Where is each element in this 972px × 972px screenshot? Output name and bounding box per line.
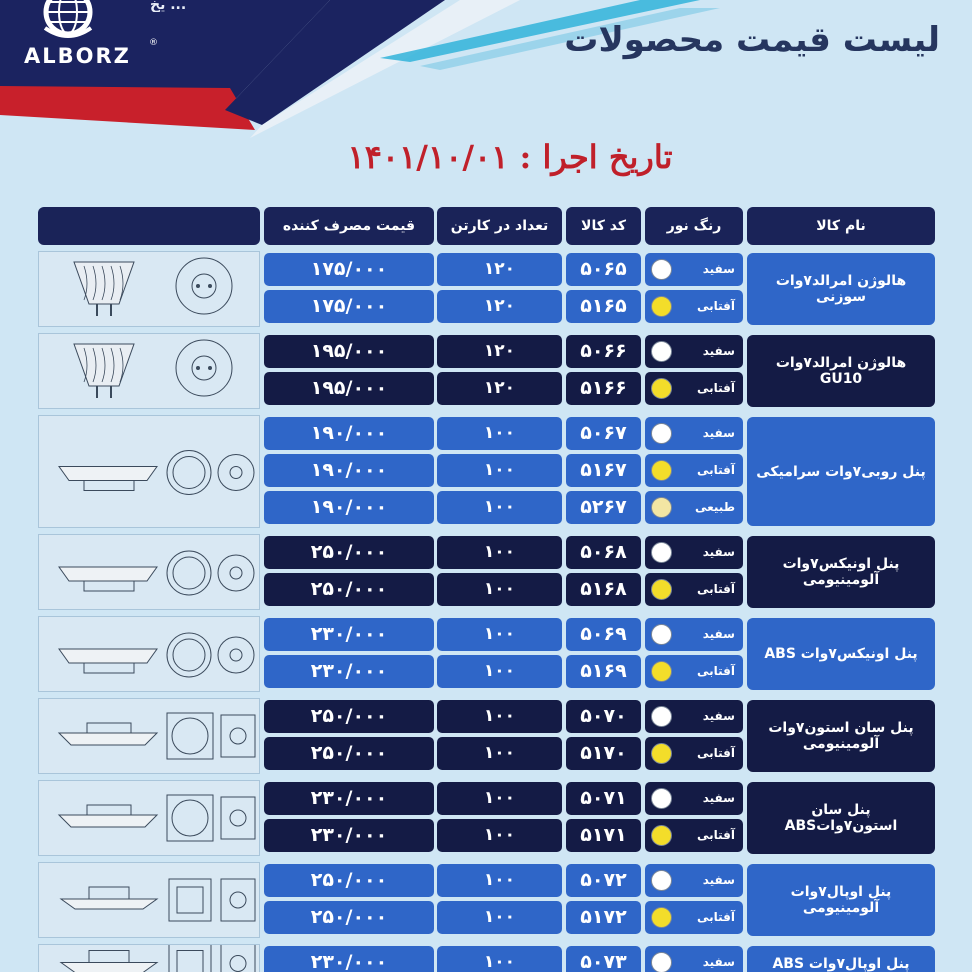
carton-qty-cell: ۱۰۰ — [437, 864, 562, 897]
product-code-cell: ۵۰۷۰ — [566, 700, 641, 733]
carton-qty-cell: ۱۰۰ — [437, 946, 562, 972]
light-color-label: آفتابی — [696, 664, 735, 678]
product-code-cell: ۵۱۶۶ — [566, 372, 641, 405]
product-name: هالوژن امرالد۷وات GU10 — [747, 335, 935, 407]
column-header-name: نام کالا — [747, 207, 935, 245]
product-name: پنل روبی۷وات سرامیکی — [747, 417, 935, 526]
price-cell: ۱۹۵/۰۰۰ — [264, 372, 434, 405]
light-color-cell — [645, 573, 743, 606]
light-color-label: آفتابی — [696, 381, 735, 395]
product-drawing — [38, 944, 260, 972]
light-color-cell — [645, 335, 743, 368]
light-color-cell — [645, 417, 743, 450]
product-name: هالوژن امرالد۷وات سوزنی — [747, 253, 935, 325]
price-cell: ۲۵۰/۰۰۰ — [264, 864, 434, 897]
product-code-cell: ۵۱۶۹ — [566, 655, 641, 688]
product-drawing — [38, 333, 260, 409]
light-color-swatch-icon — [651, 706, 672, 727]
price-cell: ۲۳۰/۰۰۰ — [264, 655, 434, 688]
product-drawing — [38, 415, 260, 528]
carton-qty-cell: ۱۰۰ — [437, 819, 562, 852]
light-color-swatch-icon — [651, 661, 672, 682]
light-color-label: سفید — [702, 344, 735, 358]
product-code-cell: ۵۰۷۲ — [566, 864, 641, 897]
carton-qty-cell: ۱۲۰ — [437, 335, 562, 368]
header-banner — [0, 0, 972, 150]
light-color-swatch-icon — [651, 341, 672, 362]
light-color-label: سفید — [702, 873, 735, 887]
price-cell: ۱۹۵/۰۰۰ — [264, 335, 434, 368]
light-color-label: طبیعی — [694, 500, 735, 514]
carton-qty-cell: ۱۰۰ — [437, 655, 562, 688]
light-color-label: سفید — [702, 262, 735, 276]
carton-qty-cell: ۱۲۰ — [437, 290, 562, 323]
product-code-cell: ۵۲۶۷ — [566, 491, 641, 524]
carton-qty-cell: ۱۰۰ — [437, 491, 562, 524]
light-color-label: سفید — [702, 791, 735, 805]
light-color-swatch-icon — [651, 743, 672, 764]
product-name: پنل سان استون۷وات آلومینیومی — [747, 700, 935, 772]
light-color-swatch-icon — [651, 952, 672, 972]
product-code-cell: ۵۱۷۱ — [566, 819, 641, 852]
price-cell: ۲۵۰/۰۰۰ — [264, 901, 434, 934]
light-color-swatch-icon — [651, 870, 672, 891]
column-header-color: رنگ نور — [645, 207, 743, 245]
column-header-code: کد کالا — [566, 207, 641, 245]
light-color-label: آفتابی — [696, 582, 735, 596]
light-color-swatch-icon — [651, 788, 672, 809]
light-color-label: آفتابی — [696, 828, 735, 842]
price-cell: ۲۳۰/۰۰۰ — [264, 819, 434, 852]
column-header-qty: تعداد در کارتن — [437, 207, 562, 245]
light-color-label: آفتابی — [696, 746, 735, 760]
product-code-cell: ۵۱۶۸ — [566, 573, 641, 606]
light-color-cell — [645, 491, 743, 524]
carton-qty-cell: ۱۰۰ — [437, 454, 562, 487]
light-color-cell — [645, 290, 743, 323]
price-cell: ۲۵۰/۰۰۰ — [264, 536, 434, 569]
light-color-swatch-icon — [651, 497, 672, 518]
registered-mark: ® — [149, 38, 158, 48]
carton-qty-cell: ۱۰۰ — [437, 782, 562, 815]
light-color-cell — [645, 618, 743, 651]
light-color-swatch-icon — [651, 296, 672, 317]
page-title: لیست قیمت محصولات — [564, 20, 940, 60]
light-color-swatch-icon — [651, 907, 672, 928]
product-drawing — [38, 616, 260, 692]
light-color-label: سفید — [702, 627, 735, 641]
light-color-cell — [645, 536, 743, 569]
light-color-cell — [645, 737, 743, 770]
light-color-swatch-icon — [651, 579, 672, 600]
carton-qty-cell: ۱۰۰ — [437, 536, 562, 569]
product-drawing — [38, 862, 260, 938]
price-cell: ۲۳۰/۰۰۰ — [264, 618, 434, 651]
product-drawing — [38, 780, 260, 856]
product-code-cell: ۵۰۶۷ — [566, 417, 641, 450]
product-drawing — [38, 251, 260, 327]
column-header-image — [38, 207, 260, 245]
carton-qty-cell: ۱۰۰ — [437, 417, 562, 450]
light-color-swatch-icon — [651, 825, 672, 846]
light-color-cell — [645, 782, 743, 815]
light-color-label: سفید — [702, 709, 735, 723]
carton-qty-cell: ۱۰۰ — [437, 618, 562, 651]
price-cell: ۲۳۰/۰۰۰ — [264, 782, 434, 815]
light-color-cell — [645, 372, 743, 405]
light-color-cell — [645, 655, 743, 688]
carton-qty-cell: ۱۰۰ — [437, 700, 562, 733]
light-color-swatch-icon — [651, 624, 672, 645]
light-color-cell — [645, 901, 743, 934]
price-cell: ۲۵۰/۰۰۰ — [264, 700, 434, 733]
product-code-cell: ۵۰۷۱ — [566, 782, 641, 815]
product-code-cell: ۵۰۶۵ — [566, 253, 641, 286]
product-name: پنل سان استون۷واتABS — [747, 782, 935, 854]
carton-qty-cell: ۱۰۰ — [437, 573, 562, 606]
product-name: پنل اونیکس۷وات ABS — [747, 618, 935, 690]
carton-qty-cell: ۱۲۰ — [437, 372, 562, 405]
product-name: پنل اوپال۷وات آلومینیومی — [747, 864, 935, 936]
carton-qty-cell: ۱۲۰ — [437, 253, 562, 286]
light-color-swatch-icon — [651, 423, 672, 444]
price-cell: ۱۹۰/۰۰۰ — [264, 417, 434, 450]
light-color-label: سفید — [702, 955, 735, 969]
product-code-cell: ۵۰۶۶ — [566, 335, 641, 368]
carton-qty-cell: ۱۰۰ — [437, 737, 562, 770]
product-code-cell: ۵۱۷۰ — [566, 737, 641, 770]
product-name: پنل اوپال۷وات ABS — [747, 946, 935, 972]
price-cell: ۱۷۵/۰۰۰ — [264, 253, 434, 286]
product-code-cell: ۵۱۷۲ — [566, 901, 641, 934]
light-color-cell — [645, 700, 743, 733]
light-color-swatch-icon — [651, 460, 672, 481]
price-cell: ۲۳۰/۰۰۰ — [264, 946, 434, 972]
light-color-swatch-icon — [651, 378, 672, 399]
product-code-cell: ۵۰۷۳ — [566, 946, 641, 972]
product-code-cell: ۵۱۶۵ — [566, 290, 641, 323]
top-banner-text: یخ ... — [150, 0, 187, 12]
price-cell: ۲۵۰/۰۰۰ — [264, 573, 434, 606]
product-name: پنل اونیکس۷وات آلومینیومی — [747, 536, 935, 608]
execution-date: تاریخ اجرا : ۱۴۰۱/۱۰/۰۱ — [347, 138, 673, 176]
product-code-cell: ۵۰۶۹ — [566, 618, 641, 651]
light-color-label: آفتابی — [696, 910, 735, 924]
light-color-label: آفتابی — [696, 463, 735, 477]
light-color-label: سفید — [702, 545, 735, 559]
light-color-swatch-icon — [651, 259, 672, 280]
light-color-cell — [645, 454, 743, 487]
product-code-cell: ۵۱۶۷ — [566, 454, 641, 487]
light-color-cell — [645, 819, 743, 852]
price-cell: ۱۷۵/۰۰۰ — [264, 290, 434, 323]
column-header-price: قیمت مصرف کننده — [264, 207, 434, 245]
light-color-label: سفید — [702, 426, 735, 440]
product-code-cell: ۵۰۶۸ — [566, 536, 641, 569]
logo-wordmark: ALBORZ — [24, 44, 131, 68]
light-color-label: آفتابی — [696, 299, 735, 313]
price-cell: ۲۵۰/۰۰۰ — [264, 737, 434, 770]
carton-qty-cell: ۱۰۰ — [437, 901, 562, 934]
light-color-cell — [645, 253, 743, 286]
price-cell: ۱۹۰/۰۰۰ — [264, 454, 434, 487]
light-color-cell — [645, 946, 743, 972]
product-drawing — [38, 534, 260, 610]
light-color-cell — [645, 864, 743, 897]
light-color-swatch-icon — [651, 542, 672, 563]
product-drawing — [38, 698, 260, 774]
price-cell: ۱۹۰/۰۰۰ — [264, 491, 434, 524]
